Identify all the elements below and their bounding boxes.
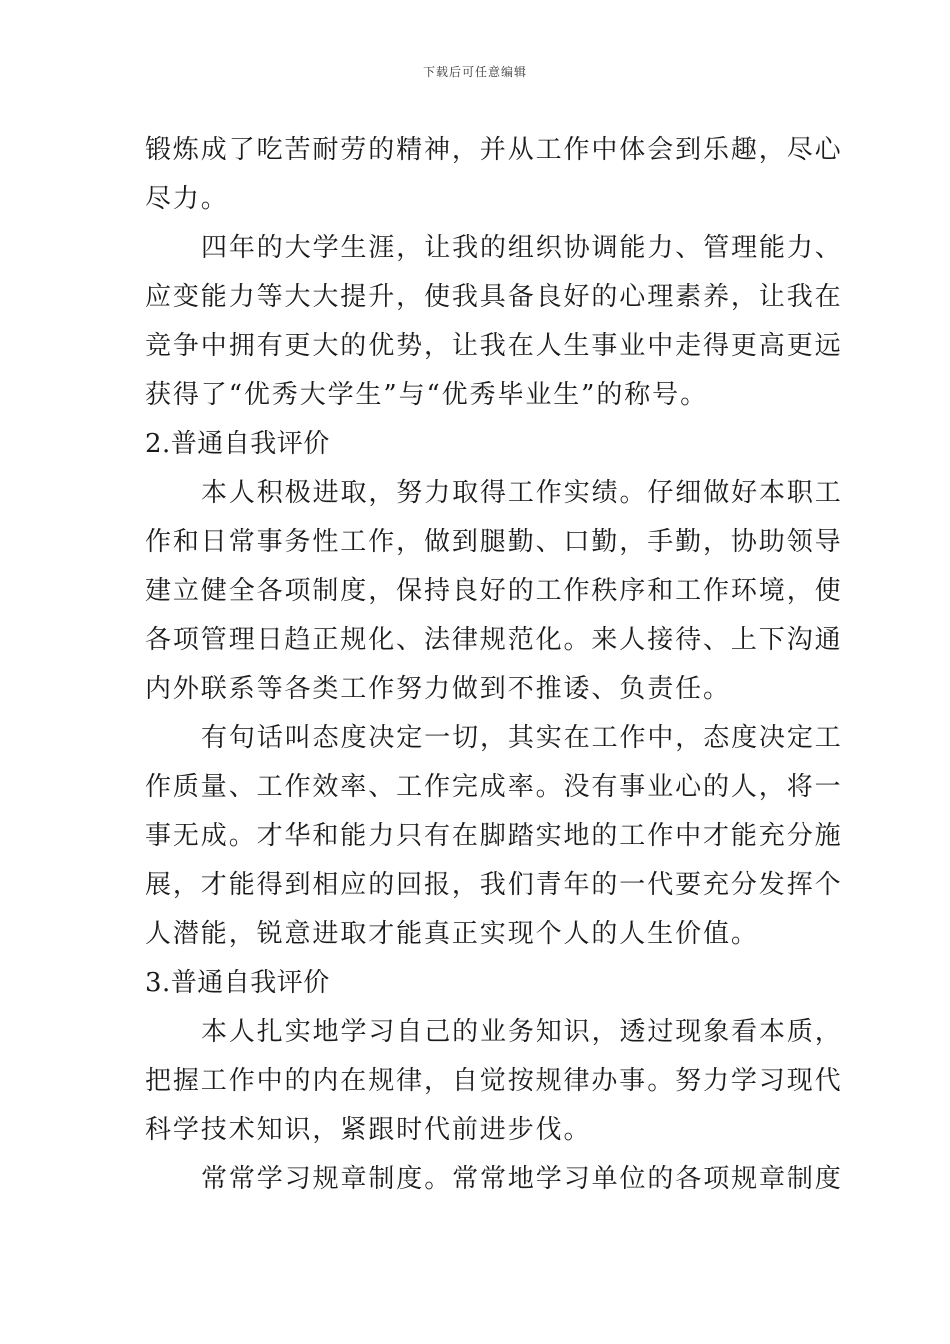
text-line: 人潜能，锐意进取才能真正实现个人的人生价值。 bbox=[145, 919, 759, 949]
section-heading: 2.普通自我评价 bbox=[145, 429, 330, 459]
paragraph-first-line: 本人积极进取，努力取得工作实绩。仔细做好本职工 bbox=[201, 478, 843, 508]
text-line: 建立健全各项制度，保持良好的工作秩序和工作环境，使 bbox=[145, 576, 843, 606]
text-line: 应变能力等大大提升，使我具备良好的心理素养，让我在 bbox=[145, 282, 843, 312]
text-line: 作和日常事务性工作，做到腿勤、口勤，手勤，协助领导 bbox=[145, 527, 843, 557]
paragraph-first-line: 四年的大学生涯，让我的组织协调能力、管理能力、 bbox=[201, 233, 843, 263]
text-line: 竞争中拥有更大的优势，让我在人生事业中走得更高更远 bbox=[145, 331, 843, 361]
text-line: 科学技术知识，紧跟时代前进步伐。 bbox=[145, 1115, 592, 1145]
text-line: 尽力。 bbox=[145, 184, 229, 214]
text-line: 获得了“优秀大学生”与“优秀毕业生”的称号。 bbox=[145, 380, 708, 410]
text-line: 作质量、工作效率、工作完成率。没有事业心的人，将一 bbox=[145, 772, 843, 802]
page-header-watermark: 下载后可任意编辑 bbox=[422, 65, 527, 79]
text-line: 把握工作中的内在规律，自觉按规律办事。努力学习现代 bbox=[145, 1066, 843, 1096]
text-line: 各项管理日趋正规化、法律规范化。来人接待、上下沟通 bbox=[145, 625, 843, 655]
text-line: 锻炼成了吃苦耐劳的精神，并从工作中体会到乐趣，尽心 bbox=[145, 135, 843, 165]
paragraph-first-line: 有句话叫态度决定一切，其实在工作中，态度决定工 bbox=[201, 723, 843, 753]
text-line: 展，才能得到相应的回报，我们青年的一代要充分发挥个 bbox=[145, 870, 843, 900]
paragraph-first-line: 常常学习规章制度。常常地学习单位的各项规章制度 bbox=[201, 1164, 843, 1194]
section-heading: 3.普通自我评价 bbox=[145, 968, 330, 998]
document-body bbox=[145, 126, 843, 1204]
text-line: 事无成。才华和能力只有在脚踏实地的工作中才能充分施 bbox=[145, 821, 843, 851]
paragraph-first-line: 本人扎实地学习自己的业务知识，透过现象看本质， bbox=[201, 1017, 843, 1047]
text-line: 内外联系等各类工作努力做到不推诿、负责任。 bbox=[145, 674, 731, 704]
